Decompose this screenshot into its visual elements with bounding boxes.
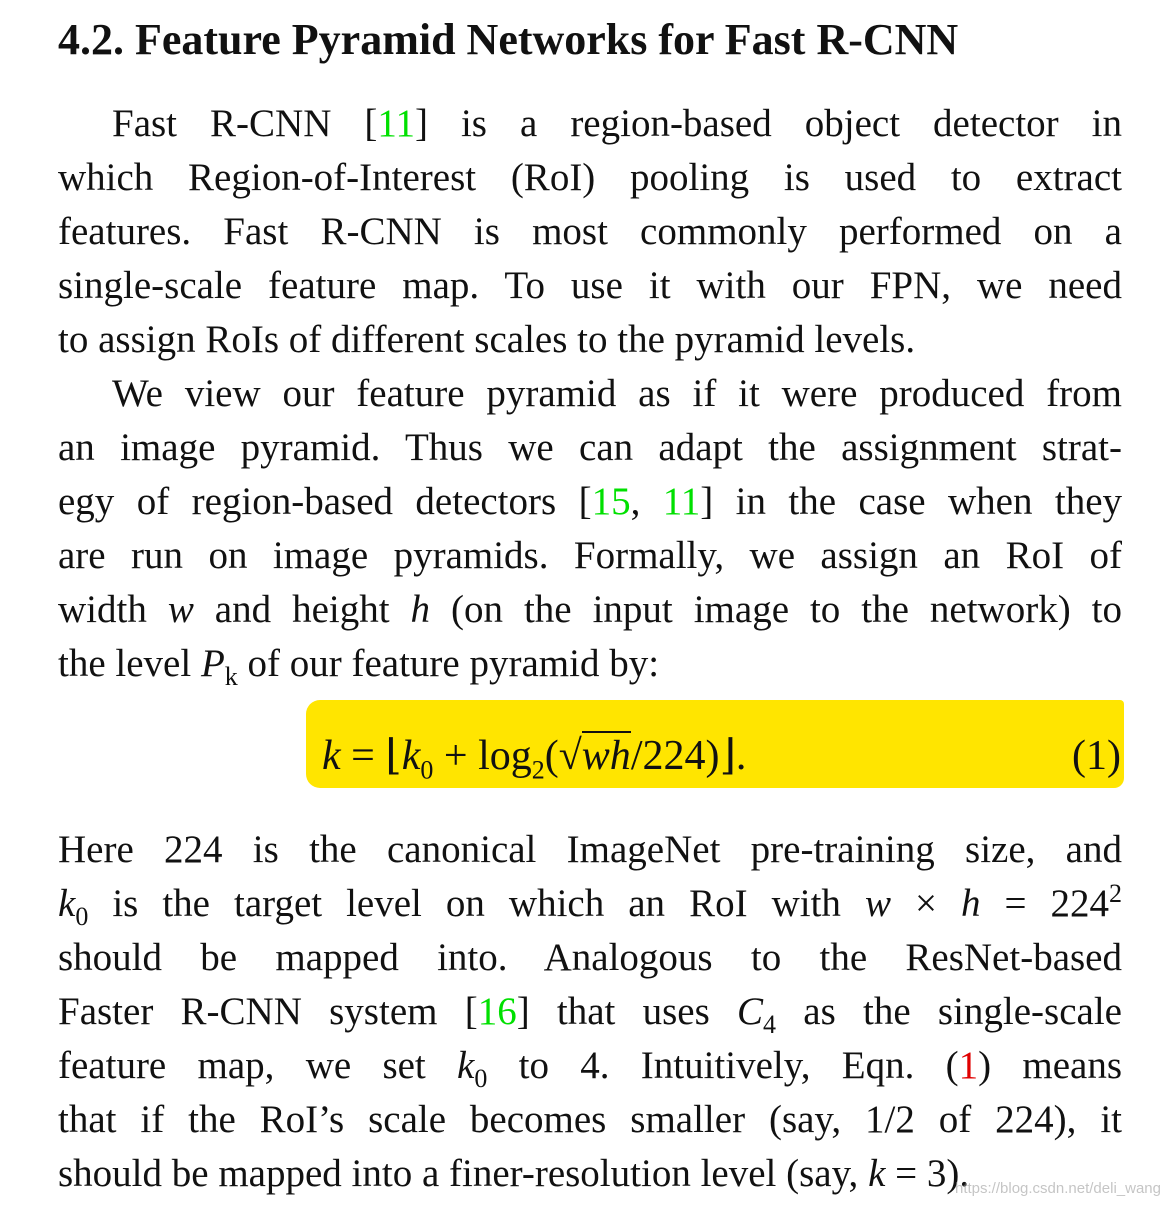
text-run: that if the RoI’s scale becomes smaller (say, 1/2 of 224), it xyxy=(58,1098,1122,1141)
text-run: which Region-of-Interest (RoI) pooling is used to extract xyxy=(58,156,1122,199)
text-line xyxy=(58,205,1122,259)
math-symbol: h xyxy=(960,882,981,925)
text-run: should be mapped into a finer-resolution level (say, xyxy=(58,1152,869,1195)
text-run: to assign RoIs of different scales to the pyramid levels. xyxy=(58,318,916,361)
math-symbol: k xyxy=(868,1152,886,1195)
text-run: to 4. Intuitively, Eqn. ( xyxy=(487,1044,959,1087)
text-run: ] is a region-based object detector in xyxy=(414,102,1123,145)
eq-k0-sub: 0 xyxy=(420,755,434,785)
text-run: (on the input image to the network) to xyxy=(430,588,1122,631)
math-symbol: k xyxy=(457,1044,475,1087)
math-symbol: w xyxy=(167,588,194,631)
eq-radicand: wh xyxy=(581,733,631,779)
text-line xyxy=(58,985,1122,1039)
eq-log: + log xyxy=(433,733,532,779)
text-line xyxy=(58,583,1122,637)
math-symbol: w xyxy=(864,882,891,925)
section-title: 4.2. Feature Pyramid Networks for Fast R-CNN xyxy=(58,15,959,64)
text-run: We view our feature pyramid as if it were produced from xyxy=(112,372,1122,415)
text-run: Here 224 is the canonical ImageNet pre-training size, and xyxy=(58,828,1122,871)
text-line xyxy=(58,1093,1122,1147)
eq-equals: = ⌊ xyxy=(340,733,402,779)
text-run: width xyxy=(58,588,168,631)
text-run: Fast R-CNN [ xyxy=(112,102,378,145)
text-run: and height xyxy=(193,588,411,631)
text-run: feature map, we set xyxy=(58,1044,458,1087)
eq-lhs: k xyxy=(322,733,341,779)
text-run: as the single-scale xyxy=(776,990,1122,1033)
text-run: single-scale feature map. To use it with our FPN, we need xyxy=(58,264,1122,307)
math-subscript: 0 xyxy=(474,1063,488,1093)
math-symbol: k xyxy=(58,882,76,925)
eq-log-sub: 2 xyxy=(531,755,545,785)
text-run: ] that uses xyxy=(516,990,738,1033)
equation xyxy=(322,728,746,784)
text-line xyxy=(58,313,1122,367)
math-symbol: h xyxy=(410,588,431,631)
text-run: are run on image pyramids. Formally, we assign an RoI of xyxy=(58,534,1122,577)
text-run: of our feature pyramid by: xyxy=(237,642,660,685)
eq-k0: k xyxy=(401,733,421,779)
text-run: is the target level on which an RoI with xyxy=(88,882,865,925)
citation-link[interactable]: 11 xyxy=(377,102,415,145)
math-supscript: 2 xyxy=(1109,879,1123,908)
text-run: features. Fast R-CNN is most commonly performed on a xyxy=(58,210,1122,253)
text-line xyxy=(58,877,1122,931)
text-line xyxy=(58,421,1122,475)
text-run: = 3). xyxy=(885,1152,970,1195)
text-run: should be mapped into. Analogous to the ResNet-based xyxy=(58,936,1122,979)
equation-ref-link[interactable]: 1 xyxy=(958,1044,979,1087)
math-subscript: k xyxy=(224,661,238,691)
math-subscript: 0 xyxy=(75,901,89,931)
text-line xyxy=(58,151,1122,205)
citation-link[interactable]: 16 xyxy=(477,990,517,1033)
math-symbol: P xyxy=(200,642,225,685)
text-line xyxy=(58,931,1122,985)
text-line xyxy=(112,97,1122,151)
watermark: https://blog.csdn.net/deli_wang xyxy=(955,1180,1161,1197)
text-run: ] in the case when they xyxy=(700,480,1123,523)
citation-link[interactable]: 11 xyxy=(662,480,701,523)
text-run: ) means xyxy=(978,1044,1122,1087)
text-line xyxy=(58,1039,1122,1093)
text-run: , xyxy=(630,480,663,523)
text-run: = 224 xyxy=(980,882,1110,925)
math-symbol: C xyxy=(737,990,764,1033)
equation-number: (1) xyxy=(1072,733,1121,779)
citation-link[interactable]: 15 xyxy=(591,480,631,523)
eq-rest: /224)⌋. xyxy=(630,733,747,779)
text-line xyxy=(112,367,1122,421)
text-line xyxy=(58,259,1122,313)
text-run: Faster R-CNN system [ xyxy=(58,990,478,1033)
text-line xyxy=(58,529,1122,583)
text-run: × xyxy=(890,882,961,925)
text-run: the level xyxy=(58,642,201,685)
text-line xyxy=(58,637,1122,691)
math-subscript: 4 xyxy=(763,1009,777,1039)
text-run: egy of region-based detectors [ xyxy=(58,480,592,523)
text-line xyxy=(58,823,1122,877)
text-line xyxy=(58,475,1122,529)
text-run: an image pyramid. Thus we can adapt the assignment strat- xyxy=(58,426,1122,469)
eq-sqrt: (√ xyxy=(544,733,582,779)
